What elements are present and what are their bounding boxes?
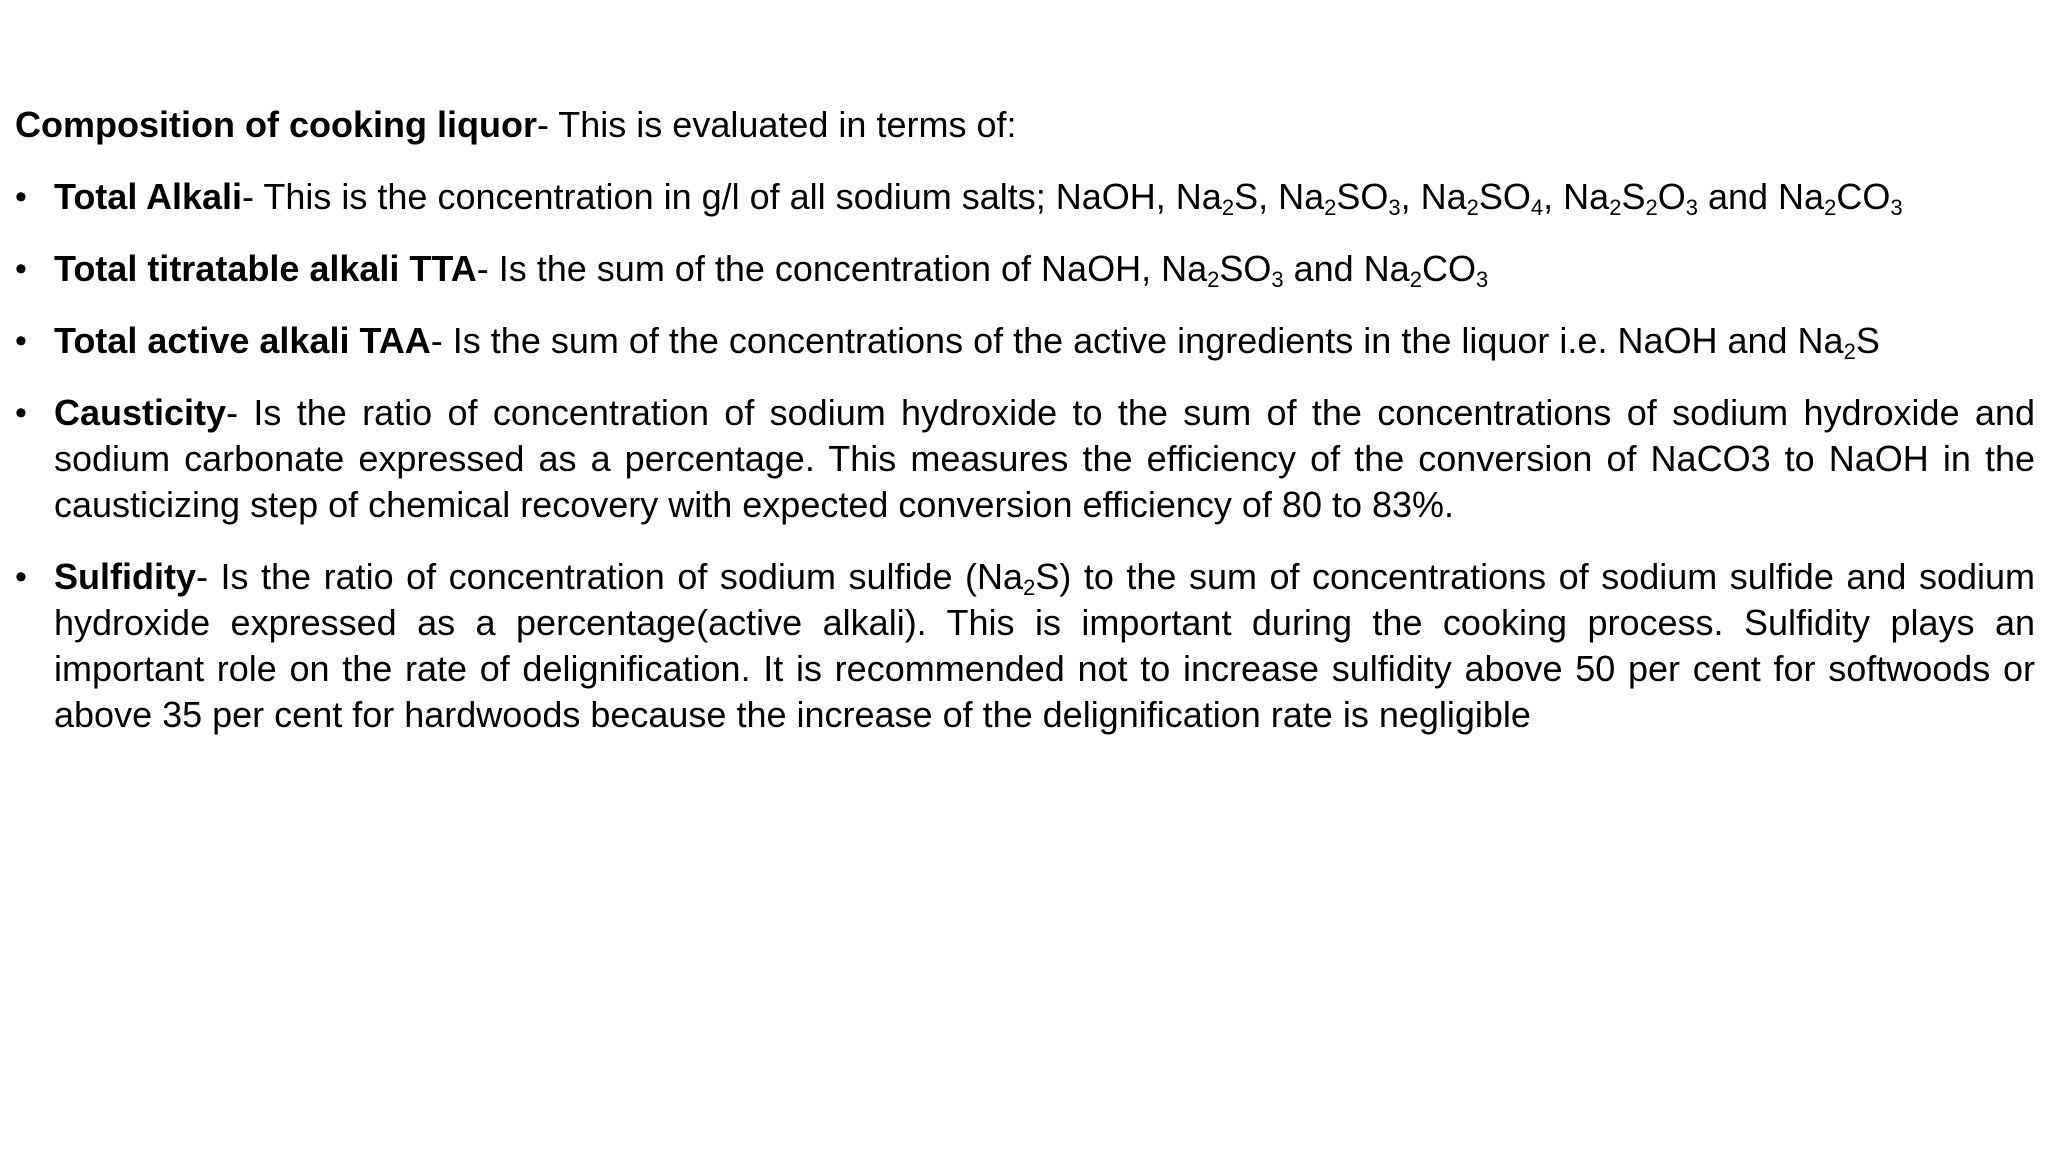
subscript: 2 (1221, 195, 1235, 220)
bullet-icon: • (15, 558, 27, 596)
text-part: SO (1336, 176, 1389, 217)
term-total-alkali: Total Alkali (54, 176, 243, 217)
text-part: SO (1478, 176, 1531, 217)
text-part: S) to the sum of concentrations of sodium sulfide and sodium hydroxide expressed as a percentage(active alkali). This is important during the cooking process. Sulfidity plays an important role on the rate of delignification. It is recommended not to increase sulfidity above 50 per cent for softwoods or above 35 per cent for hardwoods because the increase of the delignification rate is negligible (54, 556, 2035, 735)
subscript: 2 (1466, 195, 1479, 220)
list-item-total-alkali (15, 174, 2035, 220)
term-tta: Total titratable alkali TTA (54, 248, 477, 289)
term-taa: Total active alkali TAA (54, 320, 431, 361)
bullet-icon: • (15, 394, 27, 432)
term-sulfidity: Sulfidity (54, 556, 196, 597)
subscript: 4 (1530, 195, 1544, 220)
text-part: O (1657, 176, 1686, 217)
bullet-icon: • (15, 322, 27, 360)
text-part: - Is the sum of the concentrations of the active ingredients in the liquor i.e. NaOH and Na (430, 320, 1844, 361)
bullet-icon: • (15, 250, 27, 288)
text-part: and Na (1697, 176, 1825, 217)
subscript: 3 (1685, 195, 1698, 220)
bullet-list (15, 174, 2035, 738)
text-part: - This is the concentration in g/l of all sodium salts; NaOH, Na (242, 176, 1222, 217)
list-item-tta (15, 246, 2035, 292)
subscript: 2 (1207, 267, 1220, 292)
list-item-taa (15, 318, 2035, 364)
text-part: S, Na (1234, 176, 1325, 217)
subscript: 2 (1843, 339, 1856, 364)
subscript: 2 (1645, 195, 1658, 220)
text-part: - Is the sum of the concentration of NaOH, Na (476, 248, 1208, 289)
term-causticity: Causticity (54, 392, 227, 433)
list-item-sulfidity (15, 554, 2035, 738)
slide-content (15, 102, 2035, 764)
bullet-icon: • (15, 178, 27, 216)
text-part: , Na (1400, 176, 1467, 217)
heading-text: - This is evaluated in terms of: (536, 104, 1017, 145)
subscript: 3 (1475, 267, 1489, 292)
text-part: CO (1421, 248, 1476, 289)
text-part: SO (1219, 248, 1272, 289)
heading-term: Composition of cooking liquor (15, 104, 537, 145)
text-part: , Na (1543, 176, 1610, 217)
subscript: 2 (1324, 195, 1337, 220)
text-part: CO (1836, 176, 1891, 217)
subscript: 3 (1388, 195, 1401, 220)
text-part: S (1621, 176, 1646, 217)
text-part: - Is the ratio of concentration of sodium sulfide (Na (196, 556, 1024, 597)
subscript: 2 (1409, 267, 1422, 292)
subscript: 3 (1890, 195, 1903, 220)
subscript: 3 (1271, 267, 1284, 292)
subscript: 2 (1023, 575, 1036, 600)
subscript: 2 (1609, 195, 1622, 220)
subscript: 2 (1824, 195, 1837, 220)
heading-line (15, 102, 2035, 148)
list-item-causticity (15, 390, 2035, 528)
causticity-text: - Is the ratio of concentration of sodium hydroxide to the sum of the concentrations of sodium hydroxide and sodium carbonate expressed as a percentage. This measures the efficiency of the conversion of NaCO3 to NaOH in the causticizing step of chemical recovery with expected conversion efficiency of 80 to 83%. (54, 392, 2035, 525)
text-part: and Na (1283, 248, 1410, 289)
text-part: S (1855, 320, 1880, 361)
